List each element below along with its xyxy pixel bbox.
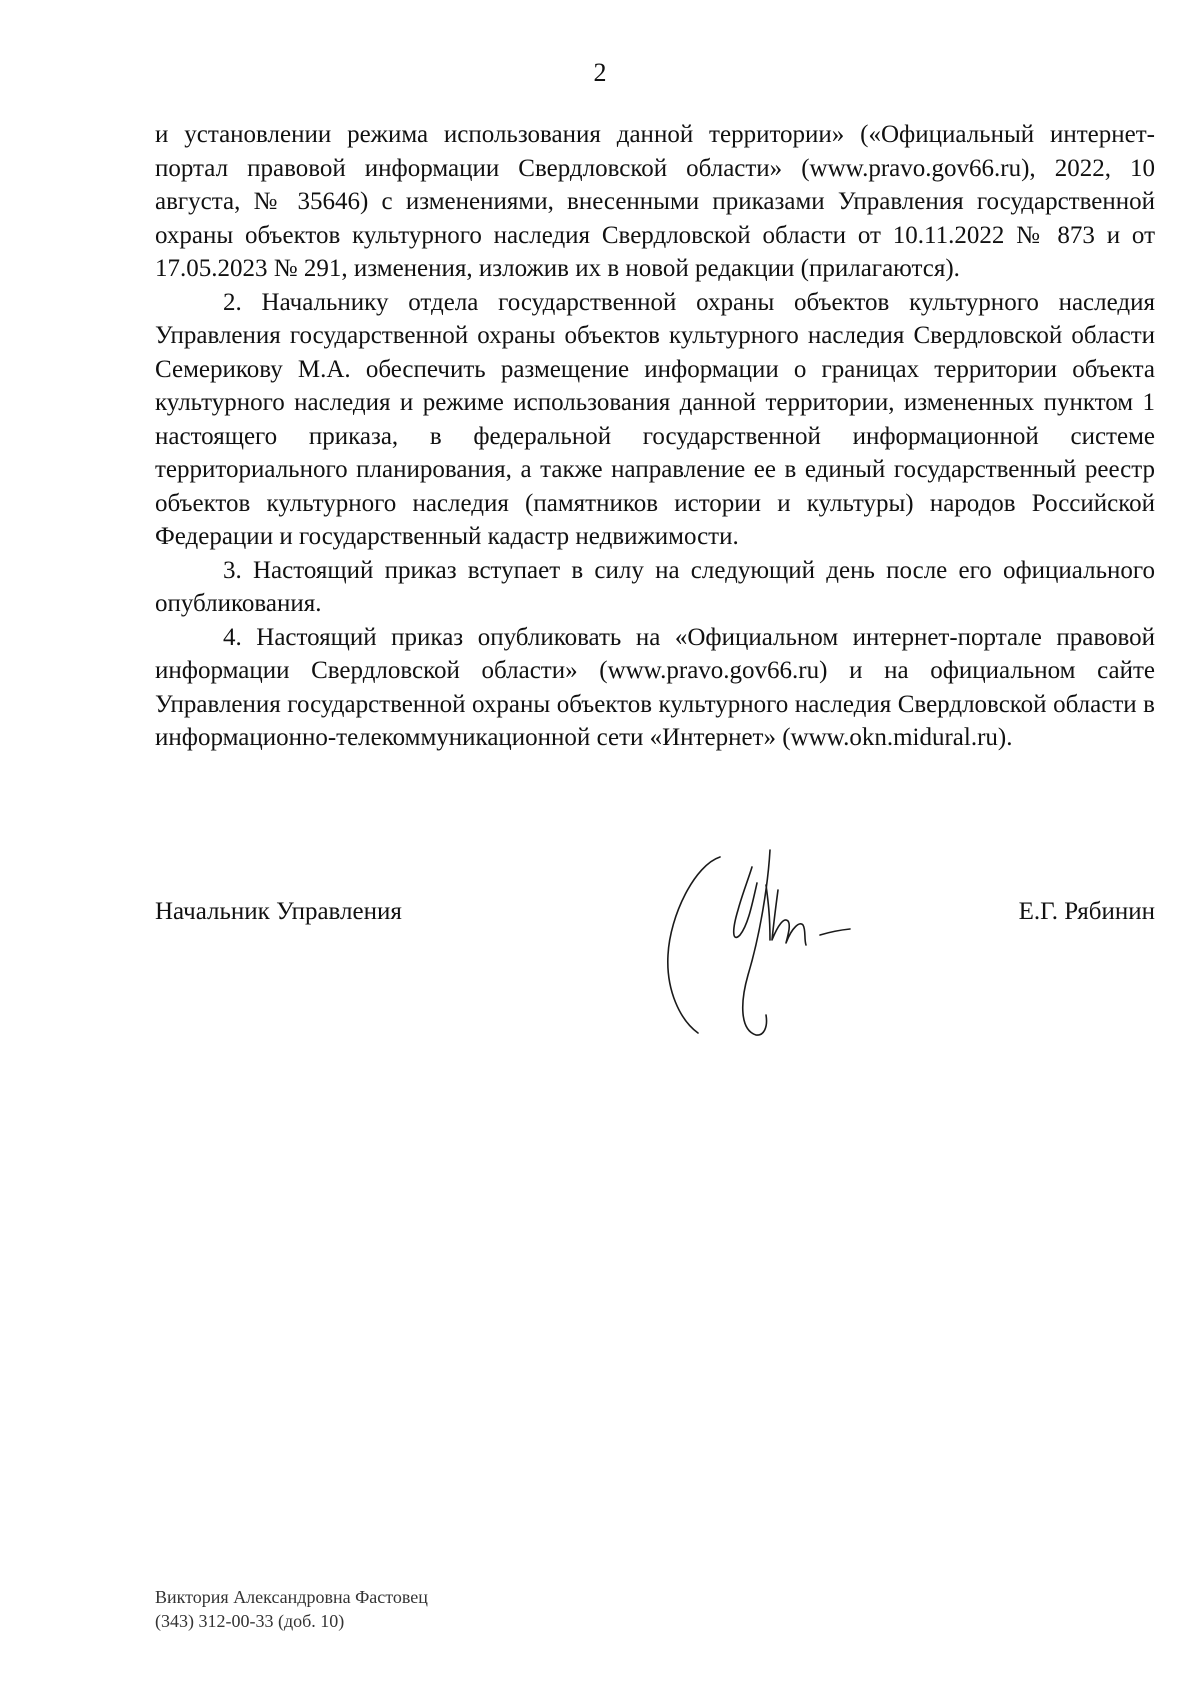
document-body [155, 118, 1155, 755]
paragraph-item-2: 2. Начальнику отдела государственной охраны объектов культурного наследия Управления государственной охраны объектов культурного наследия Свердловской области Семерикову М.А. обеспечить размещение информации о границах территории объекта культурного наследия и режиме использования данной территории, измененных пунктом 1 настоящего приказа, в федеральной государственной информационной системе территориального планирования, а также направление ее в единый государственный реестр объектов культурного наследия (памятников истории и культуры) народов Российской Федерации и государственный кадастр недвижимости. [155, 288, 1155, 550]
page-number: 2 [593, 58, 607, 87]
executor-footer [155, 1585, 428, 1633]
executor-name: Виктория Александровна Фастовец [155, 1587, 428, 1607]
signatory-position: Начальник Управления [155, 898, 402, 925]
signatory-name: Е.Г. Рябинин [1018, 898, 1155, 925]
paragraph-item-3: 3. Настоящий приказ вступает в силу на следующий день после его официального опубликования. [155, 556, 1155, 617]
paragraph-item-4: 4. Настоящий приказ опубликовать на «Официальном интернет-портале правовой информации Свердловской области» (www.pravo.gov66.ru) и на официальном сайте Управления государственной охраны объектов культурного наследия Свердловской области в информационно-телекоммуникационной сети «Интернет» (www.okn.midural.ru). [155, 623, 1155, 751]
executor-phone: (343) 312-00-33 (доб. 10) [155, 1611, 345, 1631]
handwritten-signature [660, 835, 890, 1060]
paragraph-continuation: и установлении режима использования данной территории» («Официальный интернет-портал правовой информации Свердловской области» (www.pravo.gov66.ru), 2022, 10 августа, № 35646) с изменениями, внесенными приказами Управления государственной охраны объектов культурного наследия Свердловской области от 10.11.2022 № 873 и от 17.05.2023 № 291, изменения, изложив их в новой редакции (прилагаются). [155, 121, 1155, 282]
